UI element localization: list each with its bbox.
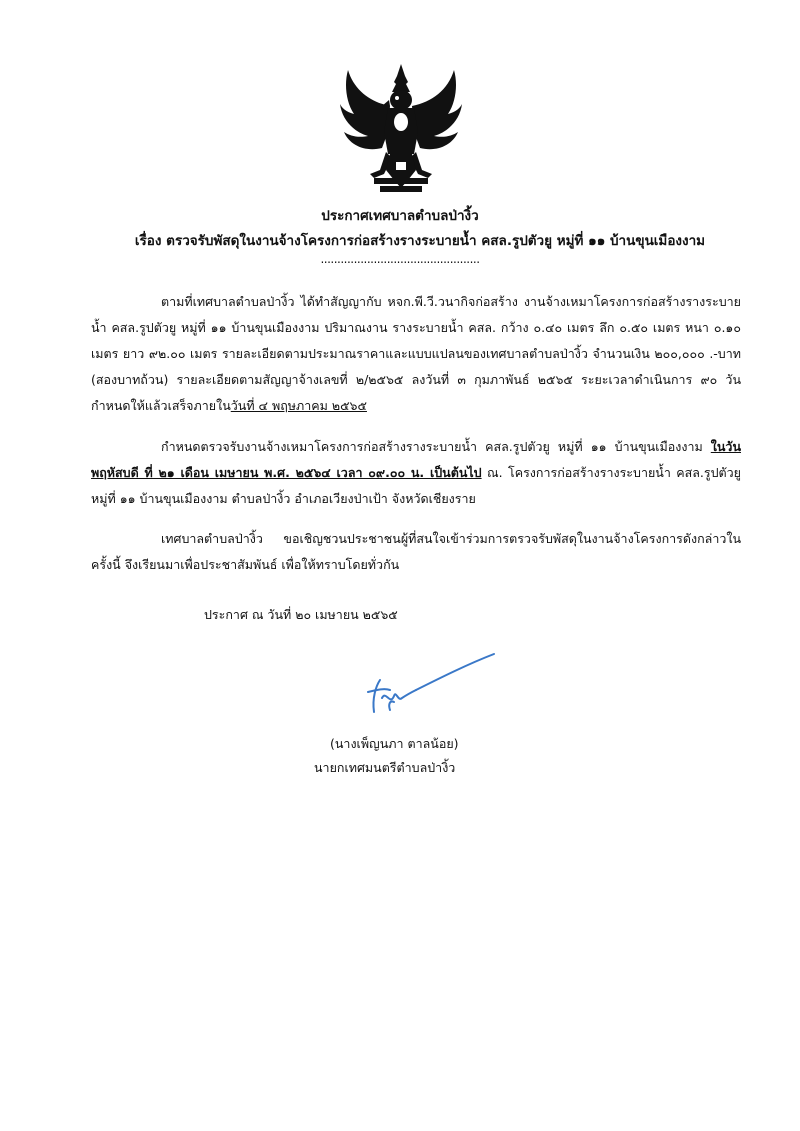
completion-deadline: วันที่ ๔ พฤษภาคม ๒๕๖๕ xyxy=(230,398,367,413)
paragraph-inspection-text-before: กำหนดตรวจรับงานจ้างเหมาโครงการก่อสร้างรางระบายน้ำ คสล.รูปตัวยู หมู่ที่ ๑๑ บ้านขุนเมืองงาม xyxy=(161,439,711,454)
paragraph-invitation-text: เทศบาลตำบลป่างิ้ว ขอเชิญชวนประชาชนผู้ที่สนใจเข้าร่วมการตรวจรับพัสดุในงานจ้างโครงการดังกล่าวในครั้งนี้ จึงเรียนมาเพื่อประชาสัมพันธ์ เพื่อให้ทราบโดยทั่วกัน xyxy=(91,531,741,572)
paragraph-inspection xyxy=(91,434,741,512)
garuda-emblem-icon xyxy=(340,62,462,194)
announcement-date: ประกาศ ณ วันที่ ๒๐ เมษายน ๒๕๖๕ xyxy=(204,607,398,622)
paragraph-contract-text: ตามที่เทศบาลตำบลป่างิ้ว ได้ทำสัญญากับ หจก.พี.วี.วนากิจก่อสร้าง งานจ้างเหมาโครงการก่อสร้างรางระบายน้ำ คสล.รูปตัวยู หมู่ที่ ๑๑ บ้านขุนเมืองงาม ปริมาณงาน รางระบายน้ำ คสล. กว้าง ๐.๔๐ เมตร ลึก ๐.๕๐ เมตร หนา ๐.๑๐ เมตร ยาว ๙๒.๐๐ เมตร รายละเอียดตามประมาณราคาและแบบแปลนของเทศบาลตำบลป่างิ้ว จำนวนเงิน ๒๐๐,๐๐๐ .-บาท (สองบาทถ้วน) รายละเอียดตามสัญญาจ้างเลขที่ ๒/๒๕๖๕ ลงวันที่ ๓ กุมภาพันธ์ ๒๕๖๕ ระยะเวลาดำเนินการ ๙๐ วัน กำหนดให้แล้วเสร็จภายใน xyxy=(91,294,741,413)
paragraph-contract xyxy=(91,289,741,419)
document-title: ประกาศเทศบาลตำบลป่างิ้ว xyxy=(321,208,479,224)
handwritten-signature xyxy=(360,640,510,730)
document-subject: เรื่อง ตรวจรับพัสดุในงานจ้างโครงการก่อสร้างรางระบายน้ำ คสล.รูปตัวยู หมู่ที่ ๑๑ บ้านขุนเมืองงาม xyxy=(134,233,706,249)
inspection-datetime: ในวัน พฤหัสบดี ที่ ๒๑ เดือน เมษายน พ.ศ. ๒๕๖๔ เวลา ๐๙.๐๐ น. เป็นต้นไป xyxy=(91,439,741,480)
signatory-name: (นางเพ็ญนภา ตาลน้อย) xyxy=(330,736,459,751)
signatory-position: นายกเทศมนตรีตำบลป่างิ้ว xyxy=(314,760,456,775)
paragraph-invitation xyxy=(91,526,741,578)
title-separator: ................................................ xyxy=(320,252,480,266)
paragraph-inspection-text-after: ณ. โครงการก่อสร้างรางระบายน้ำ คสล.รูปตัวยู หมู่ที่ ๑๑ บ้านขุนเมืองงาม ตำบลป่างิ้ว อำเภอเวียงป่าเป้า จังหวัดเชียงราย xyxy=(91,465,741,506)
